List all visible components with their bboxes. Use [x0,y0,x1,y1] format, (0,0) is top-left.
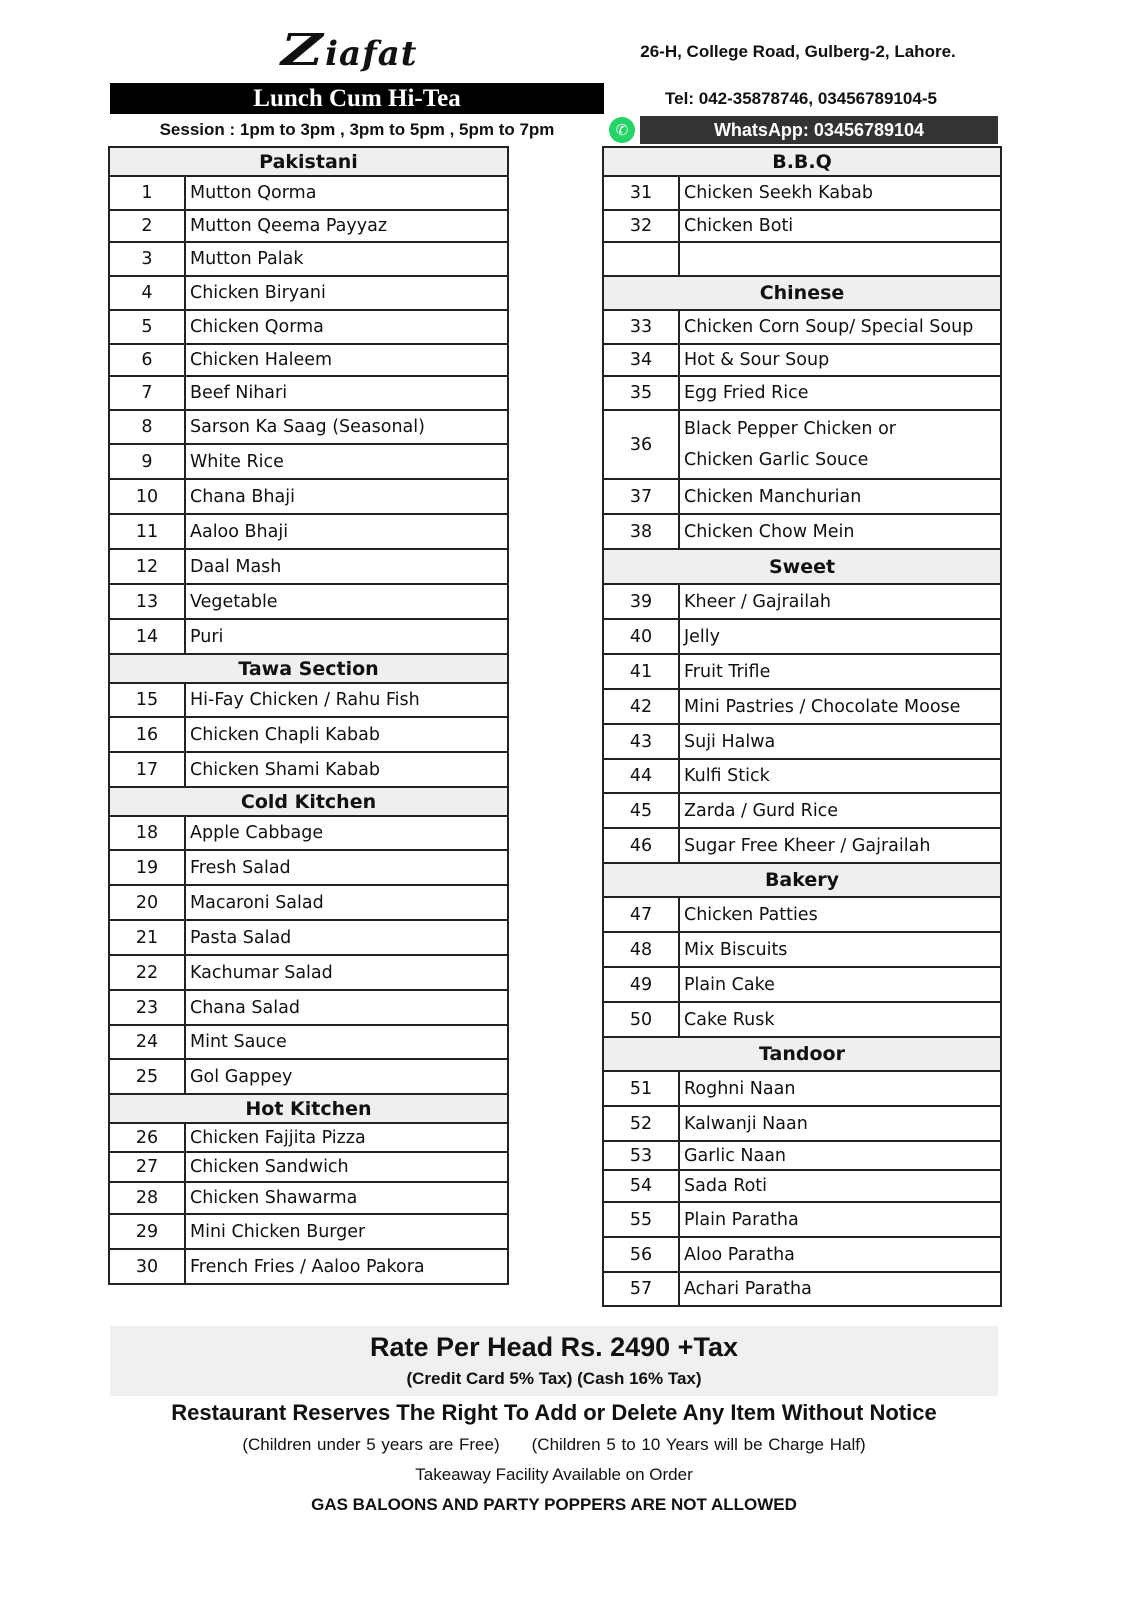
brand-logo: Ziafat [281,25,418,76]
item-name [680,898,1000,931]
reserve-notice: Restaurant Reserves The Right To Add or Delete Any Item Without Notice [171,1400,937,1425]
item-name-line: Mini Chicken Burger [190,1221,366,1242]
item-name-line: Kulfi Stick [684,766,770,786]
item-name [186,345,507,375]
menu-item-row [110,716,507,751]
item-name-line: Chicken Shami Kabab [190,759,380,780]
item-name [680,690,1000,723]
item-number: 30 [110,1250,186,1283]
item-name [680,725,1000,758]
item-number: 51 [604,1072,680,1105]
item-number: 37 [604,480,680,513]
item-name-line: Beef Nihari [190,383,288,403]
item-name-line: Fruit Trifle [684,661,771,682]
item-name [186,1060,507,1093]
item-name-line: White Rice [190,451,284,472]
menu-item-row [110,989,507,1024]
menu-item-row [604,1169,1000,1201]
menu-item-row [604,896,1000,931]
item-name [680,829,1000,862]
item-name-line: Egg Fried Rice [684,383,809,403]
item-number: 42 [604,690,680,723]
item-number: 45 [604,794,680,827]
item-name-line: Chicken Patties [684,904,818,925]
item-number: 35 [604,377,680,409]
item-name-line: Chicken Chapli Kabab [190,724,380,745]
item-name [680,480,1000,513]
item-name [680,968,1000,1001]
item-name [186,684,507,716]
item-number: 10 [110,480,186,513]
item-name [186,585,507,618]
item-name [680,1238,1000,1271]
item-number: 25 [110,1060,186,1093]
item-name [186,718,507,751]
item-name [186,1153,507,1181]
item-name [680,1273,1000,1305]
item-number: 28 [110,1183,186,1213]
menu-item-row [604,1140,1000,1169]
item-name [186,377,507,409]
menu-item-row [110,1151,507,1181]
item-number: 13 [110,585,186,618]
item-number: 32 [604,211,680,241]
item-number: 26 [110,1124,186,1151]
item-name [186,515,507,548]
item-name-line: Mix Biscuits [684,939,788,960]
item-name-line: Vegetable [190,591,278,612]
menu-item-row [110,409,507,443]
menu-item-row [604,1001,1000,1036]
item-name-line: Hot & Sour Soup [684,350,830,370]
item-number: 1 [110,177,186,209]
takeaway-note: Takeaway Facility Available on Order [415,1465,693,1484]
item-name-line: Chicken Garlic Souce [684,450,869,471]
item-name-line: Achari Paratha [684,1279,812,1299]
item-name [680,1072,1000,1105]
item-name [680,760,1000,792]
menu-item-row [604,827,1000,862]
item-name [186,956,507,989]
menu-item-row [110,583,507,618]
item-number: 29 [110,1215,186,1248]
item-name-line: Pasta Salad [190,927,292,948]
menu-item-row [110,548,507,583]
whatsapp-icon-box [606,116,638,144]
item-name [186,211,507,241]
menu-item-row [110,175,507,209]
item-name-line: Apple Cabbage [190,823,324,843]
menu-item-row [110,478,507,513]
menu-item-row [110,1024,507,1058]
item-name [186,1215,507,1248]
item-number: 55 [604,1203,680,1236]
menu-item-row [604,583,1000,618]
item-name [186,177,507,209]
item-number: 2 [110,211,186,241]
item-name [186,991,507,1024]
item-name [186,445,507,478]
menu-item-row [110,343,507,375]
menu-item-row [604,343,1000,375]
item-number: 50 [604,1003,680,1036]
menu-item-row [604,792,1000,827]
menu-item-row [604,309,1000,343]
item-number: 4 [110,277,186,309]
menu-item-row [110,1181,507,1213]
section-header: Chinese [604,275,1000,309]
item-name [186,886,507,919]
item-name-line: Black Pepper Chicken or [684,418,896,439]
logo-text: iafat [325,34,418,74]
item-name-line: Zarda / Gurd Rice [684,800,839,821]
menu-item-row [110,513,507,548]
item-name [680,243,1000,275]
tax-note: (Credit Card 5% Tax) (Cash 16% Tax) [406,1369,702,1388]
item-number: 38 [604,515,680,548]
item-name [680,655,1000,688]
menu-item-row [604,723,1000,758]
menu-item-row [110,209,507,241]
section-header: Bakery [604,862,1000,896]
menu-item-row [604,931,1000,966]
item-number: 27 [110,1153,186,1181]
item-name [680,1107,1000,1140]
item-name-line: Chana Bhaji [190,486,295,507]
item-name [680,177,1000,209]
item-number: 14 [110,620,186,653]
item-number: 54 [604,1171,680,1201]
item-name-line: Jelly [684,626,721,647]
menu-item-row [604,1236,1000,1271]
item-number: 5 [110,311,186,343]
item-name-line: Kheer / Gajrailah [684,591,831,612]
item-number: 17 [110,753,186,786]
menu-item-row [110,275,507,309]
menu-item-row [604,409,1000,478]
item-name-line: Aloo Paratha [684,1244,795,1265]
menu-item-row [110,919,507,954]
item-name-line: Sada Roti [684,1176,768,1196]
item-name [186,1250,507,1283]
item-name [186,851,507,884]
menu-item-row [110,1248,507,1283]
item-name-line: French Fries / Aaloo Pakora [190,1256,425,1277]
item-number: 46 [604,829,680,862]
section-header: Sweet [604,548,1000,583]
menu-item-row [110,884,507,919]
menu-item-row [110,309,507,343]
section-header: Tandoor [604,1036,1000,1070]
item-name-line: Kalwanji Naan [684,1113,808,1134]
section-header: Tawa Section [110,653,507,682]
item-number: 48 [604,933,680,966]
menu-item-row [110,849,507,884]
item-name-line: Chicken Seekh Kabab [684,183,873,203]
item-name-line: Chicken Sandwich [190,1157,349,1177]
item-number: 43 [604,725,680,758]
item-name-line: Gol Gappey [190,1066,293,1087]
item-number: 15 [110,684,186,716]
item-number: 12 [110,550,186,583]
item-name-line: Suji Halwa [684,731,776,752]
menu-item-row [110,618,507,653]
item-name-line: Chicken Shawarma [190,1188,358,1208]
left-menu-column [108,146,509,1285]
item-name-line: Macaroni Salad [190,892,324,913]
item-name [680,377,1000,409]
menu-item-row [604,1070,1000,1105]
item-number: 36 [604,411,680,478]
item-name [680,794,1000,827]
item-name [186,311,507,343]
item-name-line: Chicken Boti [684,216,794,236]
item-name [680,311,1000,343]
item-number: 41 [604,655,680,688]
item-name [186,243,507,275]
menu-item-row [110,241,507,275]
menu-item-row [110,815,507,849]
item-name-line: Mini Pastries / Chocolate Moose [684,696,961,717]
item-number: 18 [110,817,186,849]
section-header: B.B.Q [604,146,1000,175]
item-name-line: Puri [190,626,224,647]
balloons-notice: GAS BALOONS AND PARTY POPPERS ARE NOT ALLOWED [311,1495,797,1514]
menu-item-row [604,1271,1000,1305]
item-name-line: Sarson Ka Saag (Seasonal) [190,417,425,437]
item-name [680,211,1000,241]
item-name-line: Chicken Corn Soup/ Special Soup [684,317,974,337]
item-number: 16 [110,718,186,751]
item-name-line: Cake Rusk [684,1009,775,1030]
item-number: 31 [604,177,680,209]
item-number: 40 [604,620,680,653]
menu-item-row [604,758,1000,792]
item-name [186,753,507,786]
item-name [186,1124,507,1151]
item-name-line: Roghni Naan [684,1078,796,1099]
item-name [680,933,1000,966]
menu-item-row [604,209,1000,241]
item-name-line: Chicken Fajjita Pizza [190,1127,366,1148]
item-name [186,480,507,513]
whatsapp-number: WhatsApp: 03456789104 [640,116,998,144]
menu-item-row [110,443,507,478]
right-menu-column [602,146,1002,1307]
item-number: 22 [110,956,186,989]
item-number: 8 [110,411,186,443]
item-name-line: Hi-Fay Chicken / Rahu Fish [190,690,420,710]
rate-box [110,1326,998,1396]
section-header: Pakistani [110,146,507,175]
item-name-line: Sugar Free Kheer / Gajrailah [684,835,931,856]
item-name [186,550,507,583]
item-number: 6 [110,345,186,375]
menu-item-row [604,1201,1000,1236]
item-name-line: Plain Paratha [684,1209,799,1230]
item-name [186,1026,507,1058]
rate-per-head: Rate Per Head Rs. 2490 +Tax [370,1332,738,1362]
item-number: 7 [110,377,186,409]
item-name-line: Chicken Biryani [190,283,326,303]
item-number: 3 [110,243,186,275]
menu-item-row [604,618,1000,653]
item-name [680,1171,1000,1201]
item-number: 49 [604,968,680,1001]
item-name-line: Aaloo Bhaji [190,521,289,542]
item-number: 53 [604,1142,680,1169]
item-number: 39 [604,585,680,618]
menu-item-row [604,375,1000,409]
menu-item-row [604,175,1000,209]
item-number: 56 [604,1238,680,1271]
phone-numbers: Tel: 042-35878746, 03456789104-5 [665,89,937,108]
item-number: 9 [110,445,186,478]
item-number: 20 [110,886,186,919]
section-header: Cold Kitchen [110,786,507,815]
item-name-line: Kachumar Salad [190,962,333,983]
item-name-line: Chana Salad [190,997,300,1018]
item-number: 19 [110,851,186,884]
item-name-line: Chicken Chow Mein [684,521,855,542]
item-name-line: Chicken Haleem [190,350,333,370]
item-name-line: Chicken Qorma [190,317,324,337]
children-policy [110,1432,998,1458]
menu-item-row [110,751,507,786]
item-name-line: Plain Cake [684,974,775,995]
item-name-line: Mutton Palak [190,249,304,269]
item-number: 47 [604,898,680,931]
item-name [186,620,507,653]
menu-item-row [604,1105,1000,1140]
item-name [680,345,1000,375]
menu-item-row [604,688,1000,723]
menu-item-row [110,1213,507,1248]
item-name [186,411,507,443]
item-name-line: Mint Sauce [190,1032,287,1052]
item-name [680,1142,1000,1169]
item-name-line: Daal Mash [190,556,282,577]
item-number: 52 [604,1107,680,1140]
item-number: 57 [604,1273,680,1305]
menu-item-row [110,682,507,716]
menu-item-row [604,513,1000,548]
menu-title-banner: Lunch Cum Hi-Tea [110,83,604,114]
item-name-line: Mutton Qorma [190,183,317,203]
item-number: 33 [604,311,680,343]
item-name-line: Mutton Qeema Payyaz [190,216,388,236]
item-name-line: Chicken Manchurian [684,486,862,507]
menu-item-row [110,1122,507,1151]
item-name [680,411,1000,478]
menu-item-row [110,1058,507,1093]
children-free-note: (Children under 5 years are Free) [242,1435,500,1454]
item-name [186,817,507,849]
whatsapp-icon: ✆ [609,117,635,143]
item-name [186,921,507,954]
item-name [680,1203,1000,1236]
menu-item-row [604,241,1000,275]
item-name [186,1183,507,1213]
item-number: 44 [604,760,680,792]
menu-item-row [110,375,507,409]
section-header: Hot Kitchen [110,1093,507,1122]
menu-item-row [110,954,507,989]
item-number [604,243,680,275]
menu-item-row [604,966,1000,1001]
item-name [680,585,1000,618]
menu-item-row [604,478,1000,513]
item-number: 34 [604,345,680,375]
restaurant-address: 26-H, College Road, Gulberg-2, Lahore. [640,42,956,61]
item-number: 23 [110,991,186,1024]
item-name [680,620,1000,653]
item-name [680,515,1000,548]
session-times: Session : 1pm to 3pm , 3pm to 5pm , 5pm to 7pm [159,120,555,139]
menu-item-row [604,653,1000,688]
item-name-line: Garlic Naan [684,1145,787,1166]
item-number: 21 [110,921,186,954]
item-number: 24 [110,1026,186,1058]
item-name [680,1003,1000,1036]
item-name-line: Fresh Salad [190,857,291,878]
children-half-note: (Children 5 to 10 Years will be Charge Half) [531,1435,866,1454]
item-number: 11 [110,515,186,548]
item-name [186,277,507,309]
